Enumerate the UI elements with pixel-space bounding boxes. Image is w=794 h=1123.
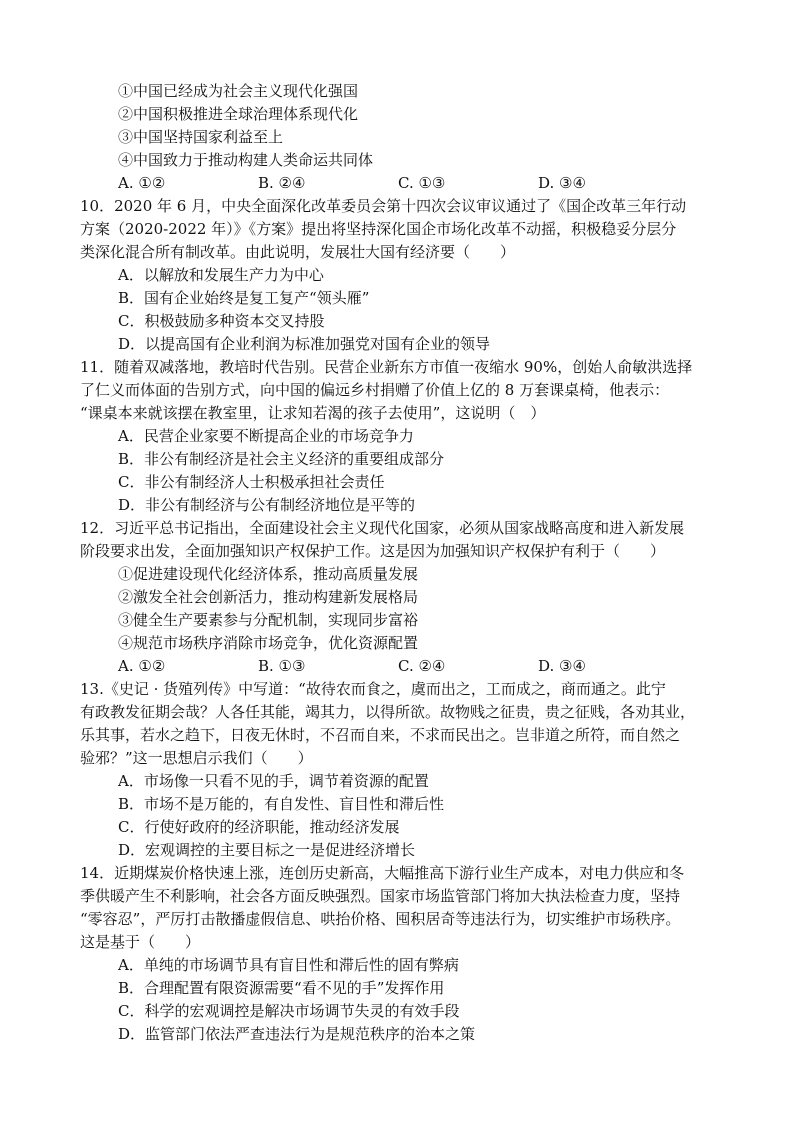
q12-choice-c: C. ②④ [398, 657, 446, 675]
q11-stem-line-2: 了仁义而体面的告别方式，向中国的偏远乡村捐赠了价值上亿的 8 万套课桌椅，他表示： [80, 381, 670, 399]
q14-stem-line-2: 季供暖产生不利影响，社会各方面反映强烈。国家市场监管部门将加大执法检查力度，坚持 [80, 887, 681, 905]
q9-choice-a: A. ①② [118, 174, 166, 192]
q11-option-c: C．非公有制经济人士积极承担社会责任 [118, 473, 385, 491]
q11-stem-line-1: 11．随着双减落地，教培时代告别。民营企业新东方市值一夜缩水 90%，创始人俞敏洪选择 [80, 358, 693, 376]
q9-statement-3: ③中国坚持国家利益至上 [118, 128, 284, 146]
q9-choice-d: D. ③④ [538, 174, 586, 192]
q10-stem-line-3: 类深化混合所有制改革。由此说明，发展壮大国有经济要（ ） [80, 243, 516, 261]
q9-choice-c: C. ①③ [398, 174, 446, 192]
q12-stem-line-1: 12．习近平总书记指出，全面建设社会主义现代化国家，必须从国家战略高度和进入新发展 [80, 519, 685, 537]
q10-stem-line-1: 10．2020 年 6 月，中央全面深化改革委员会第十四次会议审议通过了《国企改革三年行动 [80, 197, 687, 215]
q13-option-a: A．市场像一只看不见的手，调节着资源的配置 [118, 772, 429, 790]
q11-option-a: A．民营企业家要不断提高企业的市场竞争力 [118, 427, 414, 445]
q12-choice-b: B. ①③ [258, 657, 306, 675]
q13-option-b: B．市场不是万能的，有自发性、盲目性和滞后性 [118, 795, 445, 813]
q9-statement-4: ④中国致力于推动构建人类命运共同体 [118, 151, 374, 169]
q12-statement-1: ①促进建设现代化经济体系，推动高质量发展 [118, 565, 419, 583]
q12-statement-4: ④规范市场秩序消除市场竞争，优化资源配置 [118, 634, 419, 652]
q13-option-c: C．行使好政府的经济职能，推动经济发展 [118, 818, 400, 836]
q12-statement-2: ②激发全社会创新活力，推动构建新发展格局 [118, 588, 419, 606]
q12-choice-a: A. ①② [118, 657, 166, 675]
q13-stem-line-4: 验邪？”这一思想启示我们（ ） [80, 749, 313, 767]
q11-stem-line-3: “课桌本来就该摆在教室里，让求知若渴的孩子去使用”，这说明（ ） [80, 404, 546, 422]
q10-option-d: D．以提高国有企业利润为标准加强党对国有企业的领导 [118, 335, 491, 353]
q9-statement-1: ①中国已经成为社会主义现代化强国 [118, 82, 359, 100]
q10-option-a: A．以解放和发展生产力为中心 [118, 266, 324, 284]
q12-stem-line-2: 阶段要求出发，全面加强知识产权保护工作。这是因为加强知识产权保护有利于（ ） [80, 542, 666, 560]
q14-option-c: C．科学的宏观调控是解决市场调节失灵的有效手段 [118, 1002, 460, 1020]
q10-option-c: C．积极鼓励多种资本交叉持股 [118, 312, 325, 330]
q10-option-b: B．国有企业始终是复工复产“领头雁” [118, 289, 370, 307]
q11-option-b: B．非公有制经济是社会主义经济的重要组成部分 [118, 450, 445, 468]
q14-stem-line-3: “零容忍”，严厉打击散播虚假信息、哄抬价格、囤积居奇等违法行为，切实维护市场秩序。 [80, 910, 681, 928]
q14-stem-line-1: 14．近期煤炭价格快速上涨，连创历史新高，大幅推高下游行业生产成本，对电力供应和冬 [80, 864, 685, 882]
q9-statement-2: ②中国积极推进全球治理体系现代化 [118, 105, 359, 123]
q12-statement-3: ③健全生产要素参与分配机制，实现同步富裕 [118, 611, 419, 629]
q13-stem-line-3: 乐其事，若水之趋下，日夜无休时，不召而自来，不求而民出之。岂非道之所符，而自然之 [80, 726, 681, 744]
q13-stem-line-1: 13.《史记 · 货殖列传》中写道：“故待农而食之，虞而出之，工而成之，商而通之。此宁 [80, 680, 666, 698]
q9-choice-b: B. ②④ [258, 174, 306, 192]
q14-stem-line-4: 这是基于（ ） [80, 933, 201, 951]
q11-option-d: D．非公有制经济与公有制经济地位是平等的 [118, 496, 416, 514]
q10-stem-line-2: 方案（2020-2022 年）》《方案》提出将坚持深化国企市场化改革不动摇，积极稳妥分层分 [80, 220, 677, 238]
q13-stem-line-2: 有政教发征期会哉？人各任其能，竭其力，以得所欲。故物贱之征贵，贵之征贱，各劝其业， [80, 703, 696, 721]
q9-choices [118, 172, 678, 194]
q14-option-b: B．合理配置有限资源需要“看不见的手”发挥作用 [118, 979, 445, 997]
q13-option-d: D．宏观调控的主要目标之一是促进经济增长 [118, 841, 416, 859]
q12-choices [118, 655, 678, 677]
q12-choice-d: D. ③④ [538, 657, 586, 675]
q14-option-d: D．监管部门依法严查违法行为是规范秩序的治本之策 [118, 1025, 476, 1043]
q14-option-a: A．单纯的市场调节具有盲目性和滞后性的固有弊病 [118, 956, 459, 974]
